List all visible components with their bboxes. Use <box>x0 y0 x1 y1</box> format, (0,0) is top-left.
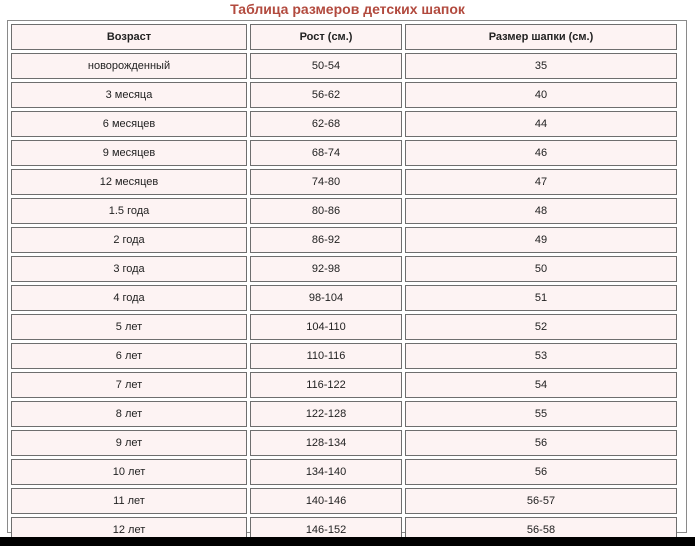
table-row <box>11 401 677 427</box>
table-header-row <box>11 24 677 50</box>
cell-height: 68-74 <box>250 140 402 166</box>
bottom-black-bar <box>0 537 695 546</box>
header-hat-size: Размер шапки (см.) <box>405 24 677 50</box>
cell-age: 12 лет <box>11 517 247 543</box>
table-row <box>11 459 677 485</box>
cell-age: 4 года <box>11 285 247 311</box>
cell-hat-size: 44 <box>405 111 677 137</box>
cell-hat-size: 53 <box>405 343 677 369</box>
table-row <box>11 430 677 456</box>
cell-hat-size: 56 <box>405 430 677 456</box>
cell-height: 104-110 <box>250 314 402 340</box>
table-row <box>11 488 677 514</box>
cell-height: 50-54 <box>250 53 402 79</box>
cell-age: 12 месяцев <box>11 169 247 195</box>
cell-hat-size: 56-58 <box>405 517 677 543</box>
cell-height: 74-80 <box>250 169 402 195</box>
table-row <box>11 53 677 79</box>
cell-height: 56-62 <box>250 82 402 108</box>
cell-hat-size: 51 <box>405 285 677 311</box>
cell-hat-size: 48 <box>405 198 677 224</box>
cell-age: 9 лет <box>11 430 247 456</box>
table-row <box>11 256 677 282</box>
table-row <box>11 82 677 108</box>
cell-age: 5 лет <box>11 314 247 340</box>
cell-age: 2 года <box>11 227 247 253</box>
cell-age: 9 месяцев <box>11 140 247 166</box>
cell-hat-size: 52 <box>405 314 677 340</box>
cell-hat-size: 56 <box>405 459 677 485</box>
cell-age: 3 месяца <box>11 82 247 108</box>
header-age: Возраст <box>11 24 247 50</box>
cell-age: 11 лет <box>11 488 247 514</box>
cell-hat-size: 54 <box>405 372 677 398</box>
table-row <box>11 314 677 340</box>
cell-height: 98-104 <box>250 285 402 311</box>
cell-height: 134-140 <box>250 459 402 485</box>
cell-hat-size: 56-57 <box>405 488 677 514</box>
hat-size-table <box>8 21 680 546</box>
cell-age: 8 лет <box>11 401 247 427</box>
cell-hat-size: 55 <box>405 401 677 427</box>
cell-height: 116-122 <box>250 372 402 398</box>
table-row <box>11 227 677 253</box>
header-height: Рост (см.) <box>250 24 402 50</box>
cell-height: 128-134 <box>250 430 402 456</box>
cell-age: новорожденный <box>11 53 247 79</box>
cell-age: 3 года <box>11 256 247 282</box>
cell-hat-size: 35 <box>405 53 677 79</box>
cell-height: 122-128 <box>250 401 402 427</box>
cell-height: 146-152 <box>250 517 402 543</box>
cell-age: 6 лет <box>11 343 247 369</box>
cell-hat-size: 49 <box>405 227 677 253</box>
table-row <box>11 343 677 369</box>
size-table-frame <box>7 20 687 536</box>
cell-hat-size: 50 <box>405 256 677 282</box>
cell-hat-size: 47 <box>405 169 677 195</box>
table-row <box>11 111 677 137</box>
cell-height: 86-92 <box>250 227 402 253</box>
cell-height: 80-86 <box>250 198 402 224</box>
table-row <box>11 169 677 195</box>
table-row <box>11 140 677 166</box>
table-row <box>11 285 677 311</box>
cell-age: 7 лет <box>11 372 247 398</box>
cell-hat-size: 40 <box>405 82 677 108</box>
cell-height: 140-146 <box>250 488 402 514</box>
table-row <box>11 372 677 398</box>
cell-hat-size: 46 <box>405 140 677 166</box>
cell-height: 62-68 <box>250 111 402 137</box>
page-title: Таблица размеров детских шапок <box>230 1 465 17</box>
cell-age: 1.5 года <box>11 198 247 224</box>
cell-age: 10 лет <box>11 459 247 485</box>
cell-age: 6 месяцев <box>11 111 247 137</box>
cell-height: 110-116 <box>250 343 402 369</box>
table-row <box>11 198 677 224</box>
cell-height: 92-98 <box>250 256 402 282</box>
